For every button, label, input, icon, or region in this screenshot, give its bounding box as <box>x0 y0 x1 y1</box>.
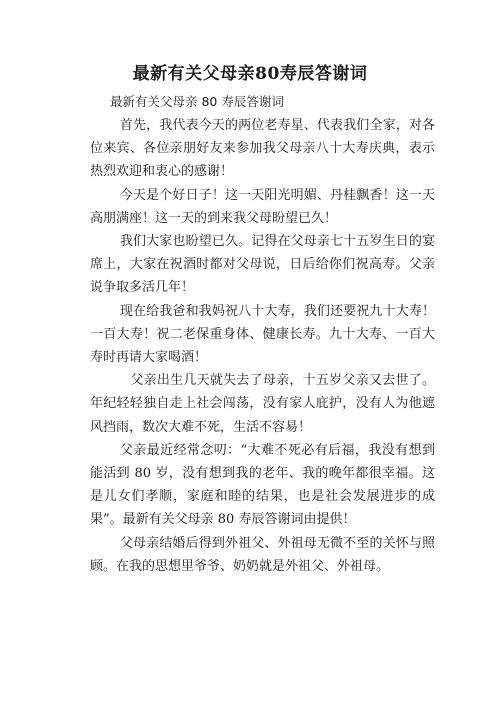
paragraph: 现在给我爸和我妈祝八十大寿，我们还要祝九十大寿！一百大寿！祝二老保重身体、健康长寿。九十大寿、一百大寿时再请大家喝酒！ <box>90 303 435 366</box>
paragraph: 父亲最近经常念叨：“大难不死必有后福，我没有想到能活到 80 岁，没有想到我的老年、我的晚年都很幸福。这是儿女们孝顺，家庭和睦的结果，也是社会发展进步的成果”。最新有关父母亲 80 寿辰答谢词由提供！ <box>90 442 435 528</box>
document-title: 最新有关父母亲80寿辰答谢词 <box>132 64 368 84</box>
paragraph: 父亲出生几天就失去了母亲，十五岁父亲又去世了。年纪轻轻独自走上社会闯荡，没有家人庇护，没有人为他遮风挡雨，数次大难不死，生活不容易！ <box>90 373 435 435</box>
paragraph: 我们大家也盼望已久。记得在父母亲七十五岁生日的宴席上，大家在祝酒时都对父母说，日后给你们祝高寿。父亲说争取多活几年！ <box>90 234 435 296</box>
document-subtitle: 最新有关父母亲 80 寿辰答谢词 <box>110 94 284 109</box>
document-body <box>90 114 435 578</box>
paragraph: 今天是个好日子！这一天阳光明媚、丹桂飘香！这一天高朋满座！这一天的到来我父母盼望已久！ <box>90 187 435 226</box>
paragraph: 首先，我代表今天的两位老寿星、代表我们全家，对各位来宾、各位亲朋好友来参加我父母亲八十大寿庆典，表示热烈欢迎和衷心的感谢！ <box>90 118 435 180</box>
paragraph: 父母亲结婚后得到外祖父、外祖母无微不至的关怀与照顾。在我的思想里爷爷、奶奶就是外祖父、外祖母。 <box>90 535 435 574</box>
